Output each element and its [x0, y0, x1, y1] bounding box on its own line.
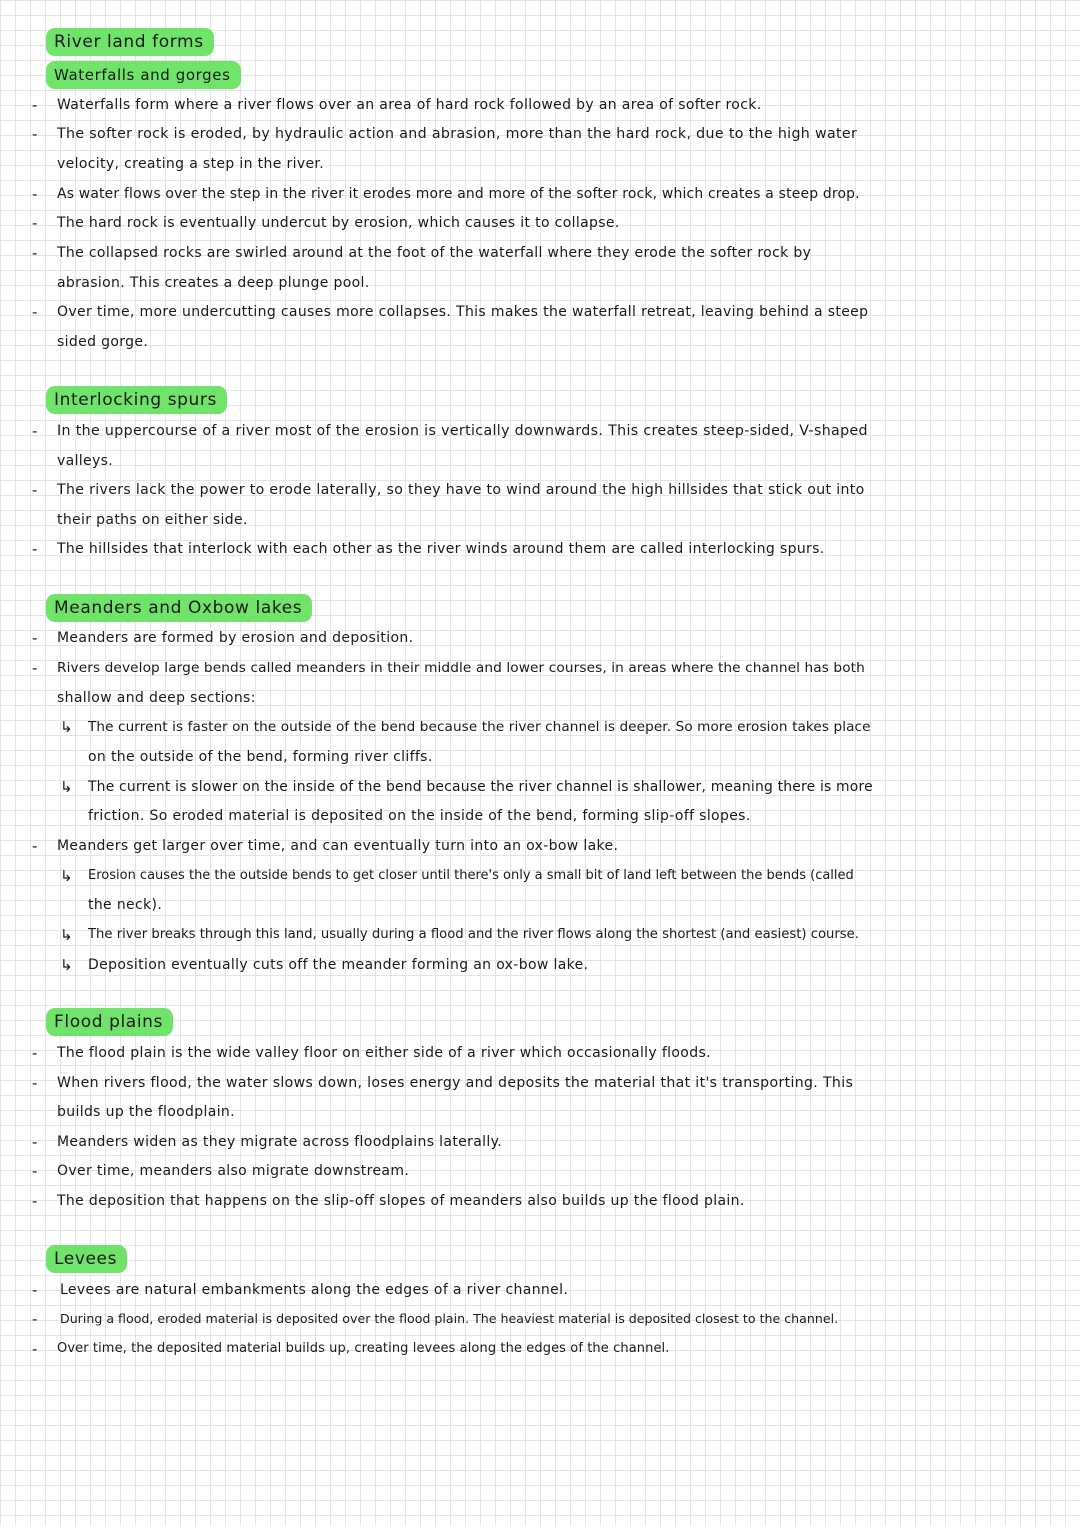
heading-interlocking-spurs: Interlocking spurs [46, 386, 227, 414]
notes-page: River land forms Waterfalls and gorges - Waterfalls form where a river flows over an area of hard rock followed by an area of softer rock. - The softer rock is eroded, by hydraulic action and abrasion, more than the hard rock, due to the high water velocity, creating a step in the river. - As water flows over the step in the river it erodes more and more of the softer rock, which creates a steep drop. - The hard rock is eventually undercut by erosion, which causes it to collapse. - The collapsed rocks are swirled around at the foot of the waterfall where they erode the softer rock by abrasion. This creates a deep plunge pool. - Over time, more undercutting causes more collapses. This makes the waterfall retreat, leaving behind a steep sided gorge. Interlocking spurs - In the uppercourse of a river most of the erosion is vertically downwards. This creates steep-sided, V-shaped valleys. - The rivers lack the power to erode laterally, so they have to wind around the high hillsides that stick out into their paths on either side. - The hillsides that interlock with each other as the river winds around them are called interlocking spurs. Meanders and Oxbow lakes - Meanders are formed by erosion and deposition. - Rivers develop large bends called meanders in their middle and lower courses, in areas where the channel has both shallow and deep sections: ↳ The current is faster on the outside of the bend because the river channel is deeper. So more erosion takes place on the outside of the bend, forming river cliffs. ↳ The current is slower on the inside of the bend because the river channel is shallower, meaning there is more friction. So eroded material is deposited on the inside of the bend, forming slip-off slopes. - Meanders get larger over time, and can eventually turn into an ox-bow lake. ↳ Erosion causes the the outside bends to get closer until there's only a small bit of land left between the bends (called the neck). ↳ The river breaks through this land, usually during a flood and the river flows along the shortest (and easiest) course. ↳ Deposition eventually cuts off the meander forming an ox-bow lake. Flood plains - The flood plain is the wide valley floor on either side of a river which occasionally floods. - When rivers flood, the water slows down, loses energy and deposits the material that it's transporting. This builds up the floodplain. - Meanders widen as they migrate across floodplains laterally. - Over time, meanders also migrate downstream. - The deposition that happens on the slip-off slopes of meanders also builds up the flood plain. Levees - Levees are natural embankments along the edges of a river channel. - During a flood, eroded material is deposited over the flood plain. The heaviest material is deposited closest to the channel. - Over time, the deposited material builds up, creating levees along the edges of the channel. [0, 0, 1080, 1525]
heading-meanders-oxbow: Meanders and Oxbow lakes [46, 594, 312, 622]
heading-waterfalls-gorges: Waterfalls and gorges [46, 61, 241, 89]
heading-levees: Levees [46, 1245, 127, 1273]
heading-flood-plains: Flood plains [46, 1008, 173, 1036]
page-title: River land forms [46, 28, 214, 56]
